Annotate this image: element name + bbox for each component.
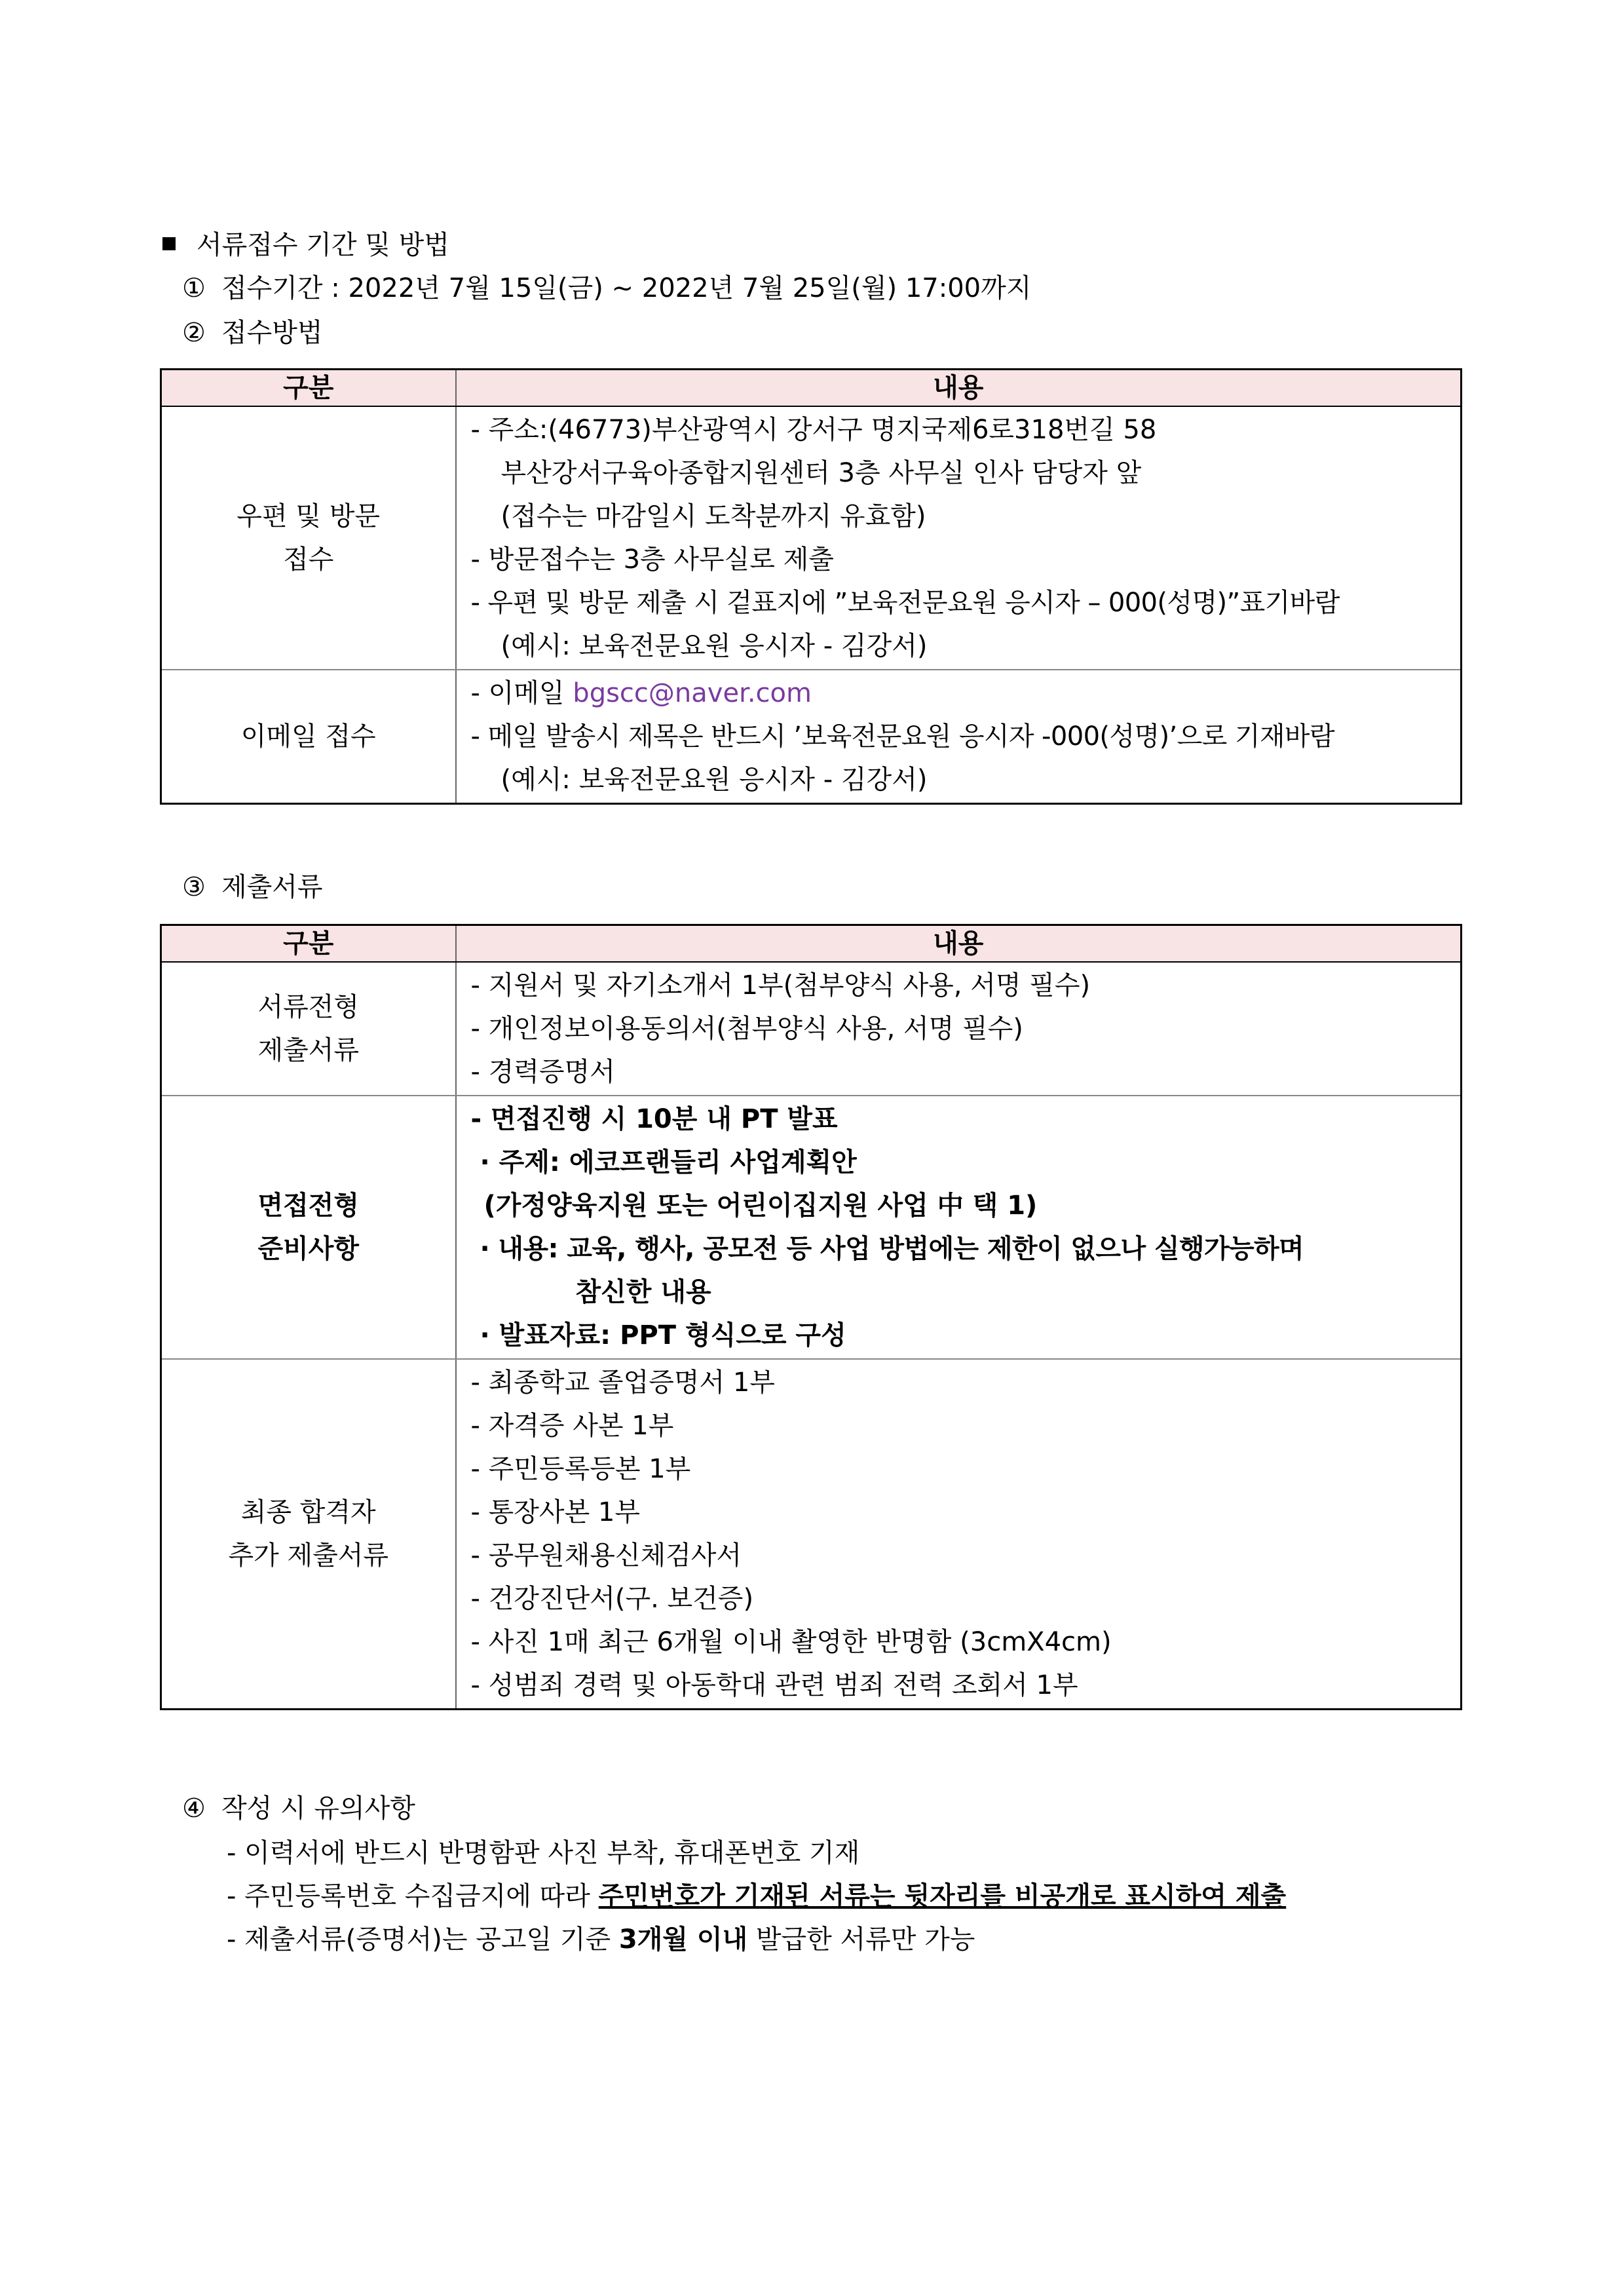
category-cell: 면접전형 준비사항 xyxy=(161,1096,456,1359)
category-cell: 이메일 접수 xyxy=(161,670,456,804)
submission-method-table xyxy=(160,368,1462,805)
table-header-row xyxy=(161,925,1462,963)
email-link[interactable]: bgscc@naver.com xyxy=(573,678,812,708)
content-cell: - 이메일 bgscc@naver.com - 메일 발송시 제목은 반드시 ’보육전문요원 응시자 -000(성명)’으로 기재바람 (예시: 보육전문요원 응시자 - 김강서) xyxy=(470,678,1334,795)
emphasized-text: 3개월 이내 xyxy=(618,1924,748,1955)
period-line: ① 접수기간 : 2022년 7월 15일(금) ~ 2022년 7월 25일(월) 17:00까지 xyxy=(182,270,1031,307)
column-header: 내용 xyxy=(456,370,1462,407)
table-row xyxy=(161,1096,1462,1359)
emphasized-text: 주민번호가 기재된 서류는 뒷자리를 비공개로 표시하여 제출 xyxy=(598,1881,1287,1911)
category-cell: 우편 및 방문 접수 xyxy=(161,406,456,670)
category-cell: 서류전형 제출서류 xyxy=(161,962,456,1096)
note-item: - 제출서류(증명서)는 공고일 기준 3개월 이내 발급한 서류만 가능 xyxy=(227,1924,975,1955)
category-cell: 최종 합격자 추가 제출서류 xyxy=(161,1359,456,1710)
table-header-row xyxy=(161,370,1462,407)
number-marker: ② xyxy=(182,318,206,348)
column-header: 내용 xyxy=(456,925,1462,963)
number-marker: ① xyxy=(182,273,206,303)
notes-heading: ④ 작성 시 유의사항 xyxy=(182,1790,415,1827)
content-cell: - 면접진행 시 10분 내 PT 발표 · 주제: 에코프랜들리 사업계획안 (가정양육지원 또는 어린이집지원 사업 中 택 1) · 내용: 교육, 행사, 공모전 등 사업 방법에는 제한이 없으나 실행가능하며 참신한 내용 · 발표자료: PPT 형식으로 구성 xyxy=(456,1096,1462,1359)
table-row xyxy=(161,406,1462,670)
table-row xyxy=(161,1359,1462,1710)
content-cell: - 지원서 및 자기소개서 1부(첨부양식 사용, 서명 필수) - 개인정보이용동의서(첨부양식 사용, 서명 필수) - 경력증명서 xyxy=(456,962,1462,1096)
docs-heading: ③ 제출서류 xyxy=(182,869,323,906)
method-heading: ② 접수방법 xyxy=(182,315,323,351)
content-cell: - 주소:(46773)부산광역시 강서구 명지국제6로318번길 58 부산강서구육아종합지원센터 3층 사무실 인사 담당자 앞 (접수는 마감일시 도착분까지 유효함) - 방문접수는 3층 사무실로 제출 - 우편 및 방문 제출 시 겉표지에 ”보육전문요원 응시자 – 000(성명)”표기바람 (예시: 보육전문요원 응시자 - 김강서) xyxy=(456,406,1462,670)
content-cell: - 최종학교 졸업증명서 1부 - 자격증 사본 1부 - 주민등록등본 1부 - 통장사본 1부 - 공무원채용신체검사서 - 건강진단서(구. 보건증) - 사진 1매 최근 6개월 이내 촬영한 반명함 (3cmX4cm) - 성범죄 경력 및 아동학대 관련 범죄 전력 조회서 1부 xyxy=(470,1368,1112,1700)
column-header: 구분 xyxy=(161,925,456,963)
square-bullet-icon xyxy=(162,237,176,250)
section-title: 서류접수 기간 및 방법 xyxy=(162,227,449,263)
note-item: - 주민등록번호 수집금지에 따라 주민번호가 기재된 서류는 뒷자리를 비공개로 표시하여 제출 xyxy=(227,1881,1287,1911)
required-documents-table xyxy=(160,924,1462,1710)
table-row xyxy=(161,670,1462,804)
table-row xyxy=(161,962,1462,1096)
number-marker: ③ xyxy=(182,872,206,902)
note-item: - 이력서에 반드시 반명함판 사진 부착, 휴대폰번호 기재 xyxy=(227,1838,860,1868)
number-marker: ④ xyxy=(182,1793,206,1824)
column-header: 구분 xyxy=(161,370,456,407)
